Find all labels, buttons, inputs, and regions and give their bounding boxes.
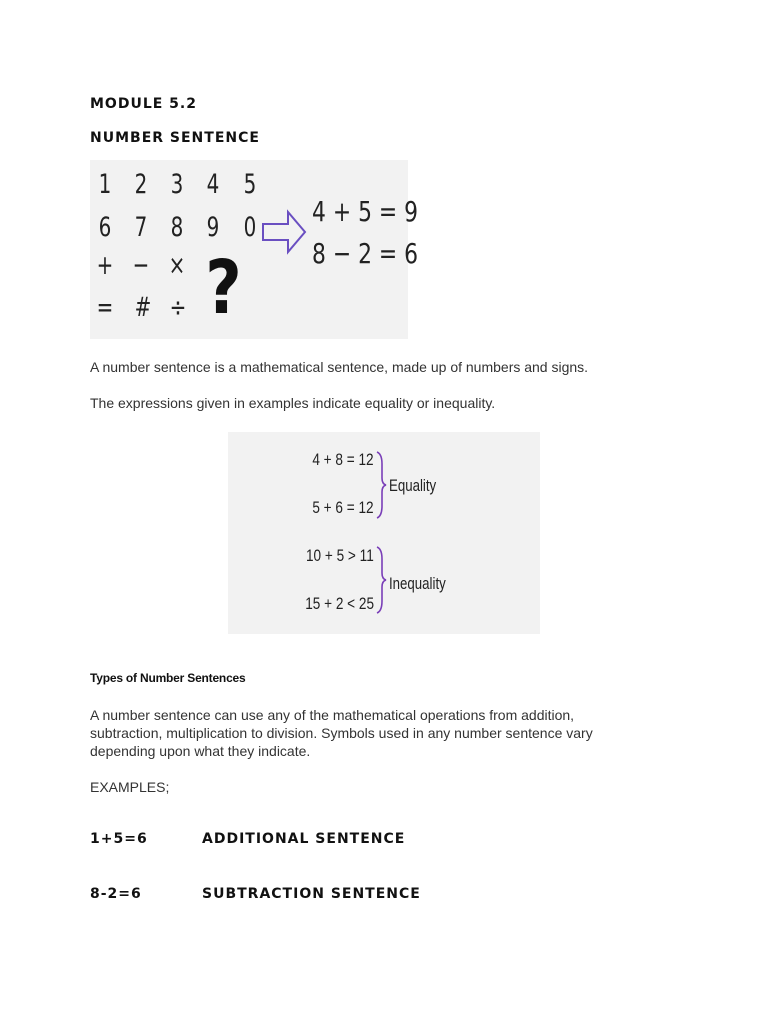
digit-symbol: 9 [206, 212, 220, 243]
equality-equation: 4 + 8 = 12 [312, 450, 374, 469]
digit-symbol: 2 [134, 169, 148, 200]
examples-label: EXAMPLES; [90, 779, 170, 795]
digit-symbol: 0 [243, 212, 257, 243]
example-expression: 1+5=6 [90, 831, 148, 847]
equation-addition: 4 + 5 = 9 [312, 195, 419, 228]
inequality-equation: 10 + 5 > 11 [306, 546, 374, 565]
expressions-paragraph: The expressions given in examples indicate equality or inequality. [90, 395, 496, 411]
inequality-label: Inequality [389, 574, 446, 593]
types-heading: Types of Number Sentences [90, 671, 246, 685]
example-name: ADDITIONAL SENTENCE [202, 831, 406, 847]
right-arrow-icon [260, 208, 310, 256]
question-mark: ? [205, 245, 242, 331]
module-heading: MODULE 5.2 [90, 96, 197, 112]
example-name: SUBTRACTION SENTENCE [202, 886, 421, 902]
equation-subtraction: 8 − 2 = 6 [312, 237, 419, 270]
definition-paragraph: A number sentence is a mathematical sentence, made up of numbers and signs. [90, 359, 589, 375]
operator-symbol: − [132, 250, 150, 281]
equality-label: Equality [389, 476, 437, 495]
operator-symbol: + [96, 250, 114, 281]
operations-paragraph: A number sentence can use any of the mathematical operations from addition, subtraction, multiplication to division. Symbols used in any number sentence vary depending upon what they indicate. [90, 707, 593, 759]
number-sentence-figure [90, 160, 419, 339]
digit-symbol: 6 [98, 212, 112, 243]
operator-symbol: × [168, 250, 186, 281]
digit-symbol: 4 [206, 169, 220, 200]
inequality-brace-icon [375, 545, 387, 615]
operator-symbol: # [134, 292, 152, 323]
digit-symbol: 8 [170, 212, 184, 243]
example-expression: 8-2=6 [90, 886, 142, 902]
operator-symbol: ÷ [169, 292, 187, 323]
equality-brace-icon [375, 450, 387, 520]
operator-symbol: = [96, 292, 114, 323]
digit-symbol: 3 [170, 169, 184, 200]
inequality-equation: 15 + 2 < 25 [305, 594, 374, 613]
digit-symbol: 7 [134, 212, 148, 243]
digit-symbol: 5 [243, 169, 257, 200]
section-heading: NUMBER SENTENCE [90, 130, 260, 146]
equality-equation: 5 + 6 = 12 [312, 498, 374, 517]
equality-inequality-figure [228, 432, 540, 634]
digit-symbol: 1 [98, 169, 112, 200]
